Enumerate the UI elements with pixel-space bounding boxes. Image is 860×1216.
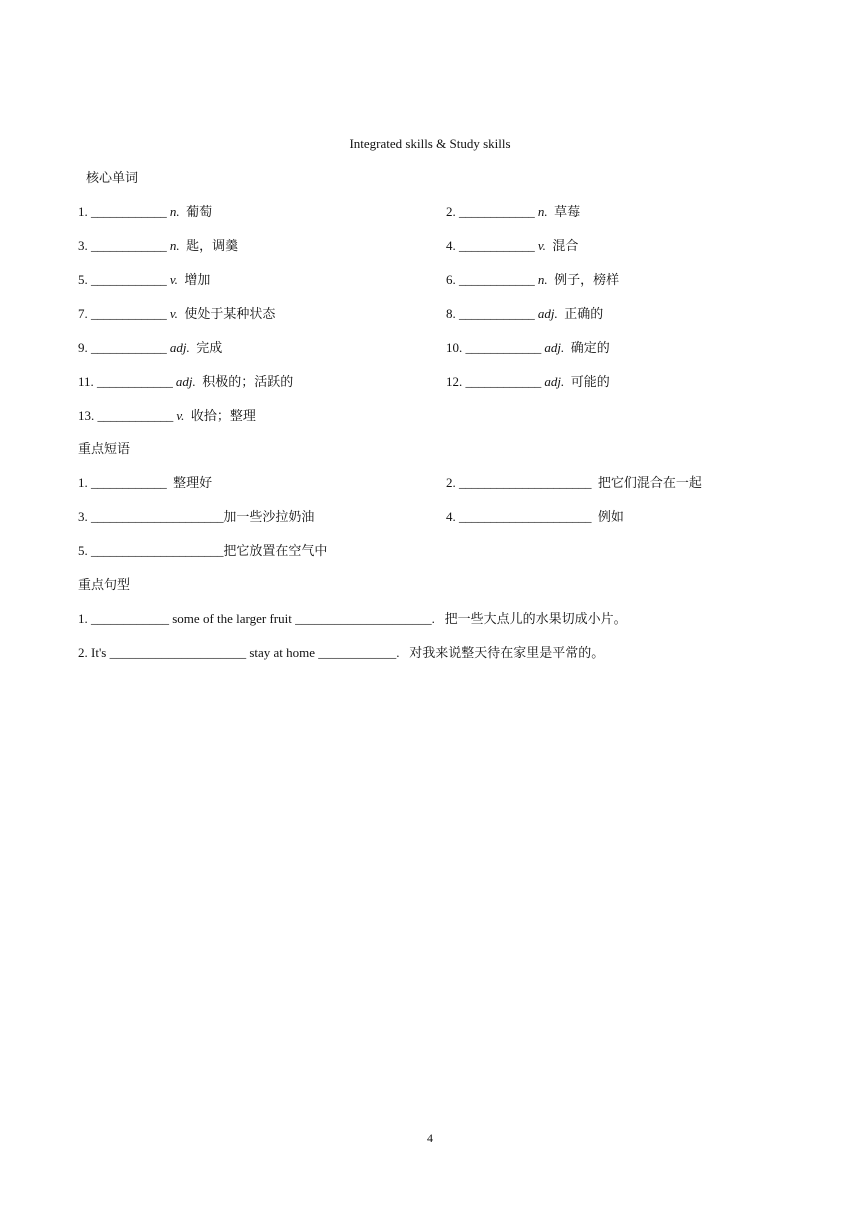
phrase-item-4: 4. _____________________ 例如 [446,509,624,524]
answer-blank[interactable]: ____________ [465,340,542,355]
vocab-item-1: 1. ____________ n. 葡萄 [78,204,213,219]
answer-blank[interactable]: ____________ [459,272,535,287]
answer-blank[interactable]: ____________ [97,374,173,389]
answer-blank[interactable]: _____________________ [91,509,224,524]
vocab-item-7: 7. ____________ v. 使处于某种状态 [78,306,276,321]
vocab-item-5: 5. ____________ v. 增加 [78,272,211,287]
vocab-item-13: 13. ____________ v. 收拾；整理 [78,408,256,423]
sentence-text[interactable]: 2. It's _____________________ stay at home ____________. [78,645,400,660]
vocab-item-3: 3. ____________ n. 匙，调羹 [78,238,239,253]
vocab-item-2: 2. ____________ n. 草莓 [446,204,581,219]
vocab-item-4: 4. ____________ v. 混合 [446,238,579,253]
answer-blank[interactable]: ____________ [91,340,167,355]
answer-blank[interactable]: ____________ [459,204,535,219]
vocab-item-9: 9. ____________ adj. 完成 [78,340,223,355]
phrase-item-3: 3. _____________________加一些沙拉奶油 [78,509,315,524]
answer-blank[interactable]: ____________ [91,204,167,219]
answer-blank[interactable]: _____________________ [91,543,224,558]
answer-blank[interactable]: ____________ [459,238,535,253]
sentence-item-2: 2. It's _____________________ stay at home ____________. 对我来说整天待在家里是平常的。 [78,645,605,660]
section-heading-phrases: 重点短语 [78,441,131,456]
answer-blank[interactable]: ____________ [91,272,167,287]
vocab-item-12: 12. ____________ adj. 可能的 [446,374,610,389]
section-heading-sentences: 重点句型 [78,577,131,592]
phrase-item-5: 5. _____________________把它放置在空气中 [78,543,328,558]
answer-blank[interactable]: ____________ [465,374,542,389]
page-number: 4 [427,1131,433,1145]
answer-blank[interactable]: ____________ [91,306,167,321]
vocab-item-10: 10. ____________ adj. 确定的 [446,340,610,355]
section-heading-vocab: 核心单词 [86,170,139,185]
answer-blank[interactable]: ____________ [91,238,167,253]
phrase-item-2: 2. _____________________ 把它们混合在一起 [446,475,702,490]
sentence-item-1: 1. ____________ some of the larger fruit _____________________. 把一些大点儿的水果切成小片。 [78,611,627,626]
phrase-item-1: 1. ____________ 整理好 [78,475,213,490]
sentence-text[interactable]: 1. ____________ some of the larger fruit _____________________. [78,611,435,626]
vocab-item-6: 6. ____________ n. 例子，榜样 [446,272,620,287]
answer-blank[interactable]: _____________________ [459,475,592,490]
vocab-item-11: 11. ____________ adj. 积极的；活跃的 [78,374,294,389]
answer-blank[interactable]: ____________ [91,475,167,490]
answer-blank[interactable]: ____________ [97,408,174,423]
vocab-item-8: 8. ____________ adj. 正确的 [446,306,604,321]
answer-blank[interactable]: ____________ [459,306,535,321]
answer-blank[interactable]: _____________________ [459,509,592,524]
page-title: Integrated skills & Study skills [349,136,511,151]
